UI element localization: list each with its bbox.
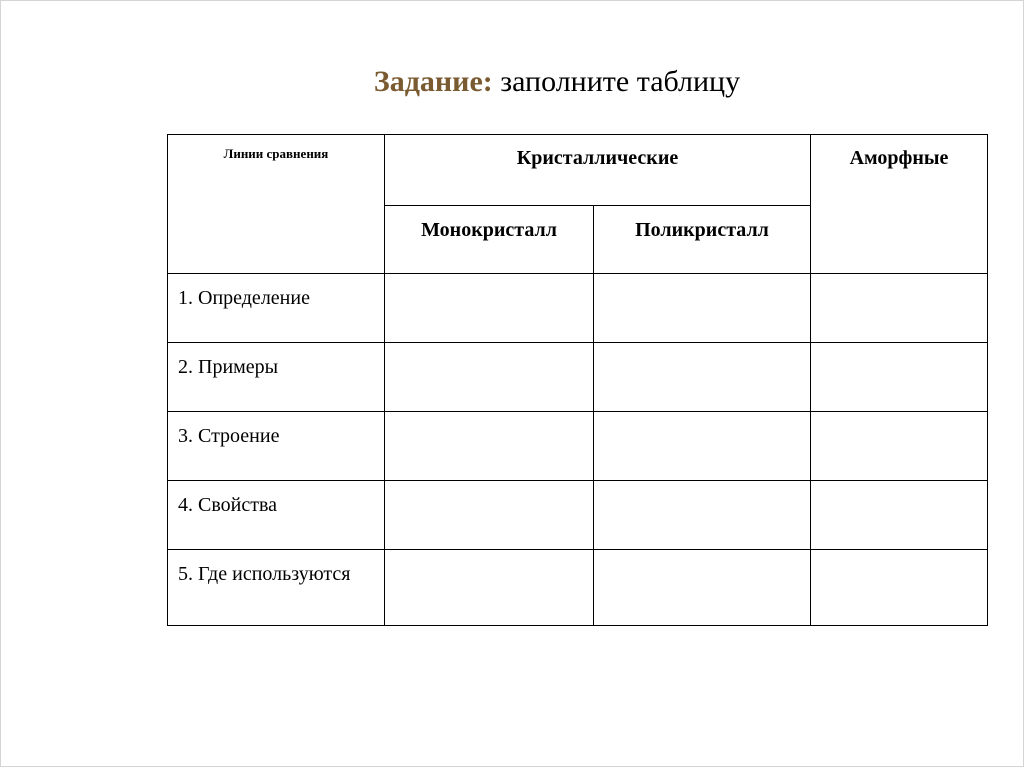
comparison-lines-label: Линии сравнения	[223, 146, 329, 161]
row-label: 4. Свойства	[178, 494, 278, 516]
amorphous-cell	[811, 481, 988, 550]
poly-cell	[594, 274, 811, 343]
amorphous-cell	[811, 343, 988, 412]
row-label: 1. Определение	[178, 287, 310, 309]
amorphous-cell	[811, 412, 988, 481]
row-label: 3. Строение	[178, 425, 280, 447]
table-row	[168, 274, 988, 343]
header-row	[168, 135, 988, 206]
row-label-cell	[168, 481, 385, 550]
mono-header-cell	[385, 206, 594, 274]
poly-cell	[594, 550, 811, 626]
amorphous-cell	[811, 550, 988, 626]
mono-cell	[385, 412, 594, 481]
crystalline-header-cell	[385, 135, 811, 206]
amorphous-header-cell	[811, 135, 988, 274]
poly-cell	[594, 412, 811, 481]
amorphous-label: Аморфные	[849, 147, 949, 169]
table-row	[168, 550, 988, 626]
task-label: Задание:	[373, 65, 493, 98]
comparison-table	[167, 134, 988, 626]
corner-header-cell	[168, 135, 385, 274]
poly-cell	[594, 343, 811, 412]
crystalline-label: Кристаллические	[516, 147, 679, 169]
row-label-cell	[168, 274, 385, 343]
table-row	[168, 343, 988, 412]
table-row	[168, 412, 988, 481]
mono-label: Монокристалл	[421, 219, 557, 241]
row-label: 5. Где используются	[178, 563, 351, 585]
row-label: 2. Примеры	[178, 356, 279, 378]
task-text: заполните таблицу	[492, 65, 741, 98]
amorphous-cell	[811, 274, 988, 343]
row-label-cell	[168, 412, 385, 481]
row-label-cell	[168, 343, 385, 412]
poly-cell	[594, 481, 811, 550]
mono-cell	[385, 481, 594, 550]
mono-cell	[385, 550, 594, 626]
table-row	[168, 481, 988, 550]
poly-label: Поликристалл	[635, 219, 769, 241]
slide-title	[1, 65, 1024, 99]
row-label-cell	[168, 550, 385, 626]
poly-header-cell	[594, 206, 811, 274]
mono-cell	[385, 343, 594, 412]
mono-cell	[385, 274, 594, 343]
